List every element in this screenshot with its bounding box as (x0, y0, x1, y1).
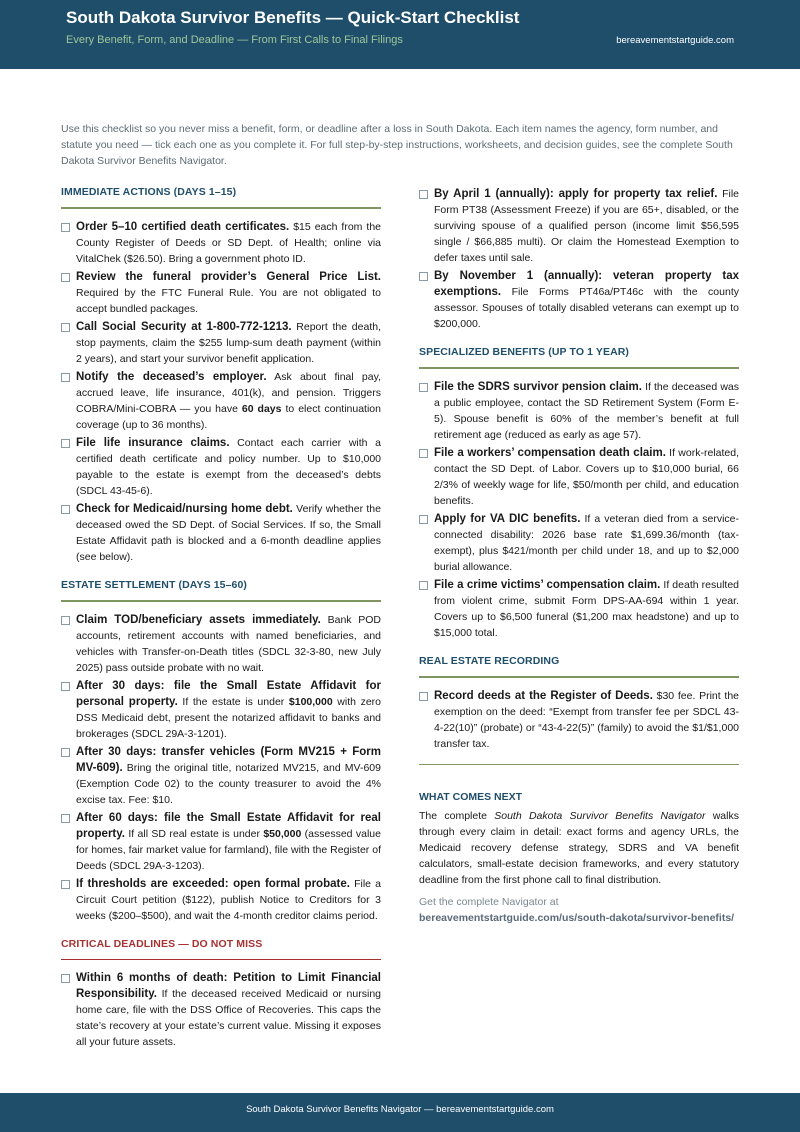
item-body: Report the death, stop payments, claim the $255 lump-sum death payment (within 2 years), and start your survivor benefit application. (76, 321, 381, 365)
section-divider (419, 764, 739, 765)
checklist-item (61, 435, 381, 499)
checkbox[interactable] (61, 505, 70, 514)
item-body: File a Circuit Court petition ($122), publish Notice to Creditors for 3 weeks ($200–$500), and wait the 4-month creditor claims period. (76, 878, 382, 922)
item-lead: File life insurance claims. (76, 437, 230, 449)
checklist-item (61, 678, 381, 742)
item-lead: File the SDRS survivor pension claim. (434, 381, 642, 393)
checklist-item (61, 319, 381, 367)
checkbox[interactable] (419, 449, 428, 458)
section-heading-real-estate: REAL ESTATE RECORDING (419, 655, 560, 667)
section-divider (419, 676, 739, 678)
checklist-item (419, 577, 739, 641)
checkbox[interactable] (419, 581, 428, 590)
item-lead: After 60 days: file the Small Estate Affidavit for real property. (76, 812, 381, 840)
checklist-item (419, 186, 739, 266)
item-body: If a veteran died from a service-connected disability: 2026 base rate $1,699.36/month (tax-exempt), plus $421/month per child under 18, and up to $2,000 burial allowance. (434, 513, 739, 573)
checklist-item (61, 501, 381, 565)
checkbox[interactable] (419, 272, 428, 281)
page-footer (0, 1093, 800, 1132)
wcn-guide-title: South Dakota Survivor Benefits Navigator (494, 810, 706, 822)
checkbox[interactable] (419, 190, 428, 199)
checklist-item (61, 612, 381, 676)
checkbox[interactable] (61, 273, 70, 282)
header-url[interactable]: bereavementstartguide.com (616, 35, 734, 46)
page-header (0, 0, 800, 69)
item-emphasis: 60 days (241, 403, 282, 415)
checklist-item (61, 970, 381, 1050)
item-lead: File a crime victims’ compensation claim. (434, 579, 661, 591)
checkbox[interactable] (61, 974, 70, 983)
item-body: File Forms PT46a/PT46c with the county assessor. Spouses of totally disabled veterans can exempt up to $200,000. (434, 286, 739, 330)
item-lead: Check for Medicaid/nursing home debt. (76, 503, 293, 515)
checkbox[interactable] (61, 439, 70, 448)
navigator-link[interactable]: bereavementstartguide.com/us/south-dakota/survivor-benefits/ (419, 912, 735, 924)
item-body: If death resulted from violent crime, submit Form DPS-AA-694 within 1 year. Covers up to $6,500 funeral ($1,200 max headstone) and up to $15,000 total. (434, 579, 739, 639)
item-body: $30 fee. Print the exemption on the deed: “Exempt from transfer fee per SDCL 43-4-22(10)” (probate) or “43-4-22(5)” (family) to avoid the $1/$1,000 transfer tax. (434, 690, 739, 750)
checklist-item (61, 369, 381, 433)
item-body: (assessed value for homes, fair market value for farmland), file with the Register of Deeds (SDCL 29A-3-1203). (76, 828, 381, 872)
item-body: Bring the original title, notarized MV215, and MV-609 (Exemption Code 02) to the county treasurer to avoid the 4% excise tax. Fee: $10. (76, 762, 381, 806)
page-subtitle: Every Benefit, Form, and Deadline — From First Calls to Final Filings (66, 34, 403, 46)
checklist-item (419, 511, 739, 575)
checkbox[interactable] (61, 223, 70, 232)
section-heading-immediate: IMMEDIATE ACTIONS (DAYS 1–15) (61, 186, 237, 198)
item-body: Contact each carrier with a certified death certificate and policy number. Up to $10,000 payable to the estate is exempt from the deceased’s debts (SDCL 43-45-6). (76, 437, 381, 497)
item-lead: By April 1 (annually): apply for property tax relief. (434, 188, 718, 200)
checkbox[interactable] (61, 682, 70, 691)
checkbox[interactable] (419, 383, 428, 392)
item-body: Bank POD accounts, retirement accounts with named beneficiaries, and vehicles with Transfer-on-Death titles (SDCL 32-3-80, new July 2025) pass outside probate with no wait. (76, 614, 381, 674)
item-body: to elect continuation coverage (up to 36 months). (76, 403, 381, 431)
checkbox[interactable] (419, 692, 428, 701)
footer-text: South Dakota Survivor Benefits Navigator — bereavementstartguide.com (246, 1104, 554, 1115)
item-body: Required by the FTC Funeral Rule. You are not obligated to accept bundled packages. (76, 287, 381, 315)
checkbox[interactable] (61, 373, 70, 382)
item-emphasis: $100,000 (288, 696, 333, 708)
checklist-item (61, 876, 381, 924)
checkbox[interactable] (61, 616, 70, 625)
what-comes-next-text (419, 808, 739, 888)
item-lead: Claim TOD/beneficiary assets immediately. (76, 614, 321, 626)
item-lead: Record deeds at the Register of Deeds. (434, 690, 653, 702)
item-lead: Notify the deceased’s employer. (76, 371, 267, 383)
checkbox[interactable] (61, 814, 70, 823)
item-lead: After 30 days: transfer vehicles (Form MV215 + Form MV-609). (76, 746, 381, 774)
item-body: File Form PT38 (Assessment Freeze) if you are 65+, disabled, or the surviving spouse of a qualified person (income limit $56,595 single / $66,885 multi). Or claim the Homestead Exemption to defer taxes until sale. (434, 188, 739, 264)
item-lead: By November 1 (annually): veteran property tax exemptions. (434, 270, 739, 298)
checkbox[interactable] (61, 323, 70, 332)
checklist-item (419, 379, 739, 443)
item-lead: If thresholds are exceeded: open formal probate. (76, 878, 350, 890)
item-lead: Within 6 months of death: Petition to Limit Financial Responsibility. (76, 972, 381, 1000)
item-lead: Apply for VA DIC benefits. (434, 513, 581, 525)
checkbox[interactable] (61, 880, 70, 889)
item-lead: File a workers’ compensation death claim. (434, 447, 666, 459)
checklist-item (419, 268, 739, 332)
item-body: If the estate is under (177, 696, 289, 708)
checklist-item (61, 269, 381, 317)
checklist-item (61, 219, 381, 267)
section-heading-critical: CRITICAL DEADLINES — DO NOT MISS (61, 938, 263, 950)
item-lead: After 30 days: file the Small Estate Affidavit for personal property. (76, 680, 381, 708)
item-lead: Review the funeral provider’s General Price List. (76, 271, 381, 283)
right-column (419, 186, 739, 926)
get-navigator-label: Get the complete Navigator at (419, 896, 559, 908)
wcn-text-b: walks through every claim in detail: exact forms and agency URLs, the Medicaid recovery defense strategy, SDRS and VA benefit calculators, small-estate decision frameworks, and every statutory deadline from the first phone call to final distribution. (419, 810, 739, 886)
section-divider (61, 600, 381, 602)
section-heading-estate: ESTATE SETTLEMENT (DAYS 15–60) (61, 579, 248, 591)
left-column (61, 186, 381, 1052)
checklist-item (419, 688, 739, 752)
checkbox[interactable] (61, 748, 70, 757)
section-heading-specialized: SPECIALIZED BENEFITS (UP TO 1 YEAR) (419, 346, 630, 358)
section-divider (61, 959, 381, 960)
item-body: Ask about final pay, accrued leave, life insurance, 401(k), and pension. Triggers COBRA/Mini-COBRA — you have (76, 371, 381, 415)
checklist-item (419, 445, 739, 509)
wcn-text-a: The complete (419, 810, 495, 822)
item-lead: Call Social Security at 1-800-772-1213. (76, 321, 292, 333)
section-divider (61, 207, 381, 209)
item-body: If the deceased received Medicaid or nursing home care, file with the DSS Office of Recoveries. This caps the state’s recovery at your estate’s current value. Missing it exposes all your future assets. (76, 988, 381, 1048)
checklist-item (61, 744, 381, 808)
what-comes-next-heading: WHAT COMES NEXT (419, 791, 523, 803)
item-body: If all SD real estate is under (125, 828, 264, 840)
item-emphasis: $50,000 (263, 828, 302, 840)
item-body: If the deceased was a public employee, contact the SD Retirement System (Form E-5). Spouse benefit is 60% of the member’s benefit at full retirement age (reduced as early as age 57). (434, 381, 740, 441)
intro-paragraph: Use this checklist so you never miss a benefit, form, or deadline after a loss in South Dakota. Each item names the agency, form number, and statute you need — tick each one as you complete it. For full step-by-step instructions, worksheets, and decision guides, see the complete South Dakota Survivor Benefits Navigator. (61, 123, 733, 167)
page-title: South Dakota Survivor Benefits — Quick-Start Checklist (66, 8, 520, 27)
checkbox[interactable] (419, 515, 428, 524)
checklist-item (61, 810, 381, 874)
item-lead: Order 5–10 certified death certificates. (76, 221, 290, 233)
item-body: with zero DSS Medicaid debt, present the notarized affidavit to banks and brokerages (SDCL 29A-3-1201). (76, 696, 382, 740)
item-body: If work-related, contact the SD Dept. of Labor. Covers up to $10,000 burial, 66 2/3% of weekly wage for life, $50/month per child, and education benefits. (434, 447, 739, 507)
item-body: Verify whether the deceased owed the SD Dept. of Social Services. If so, the Small Estate Affidavit path is blocked and a 6-month deadline applies (see below). (76, 503, 381, 563)
item-body: $15 each from the County Register of Deeds or SD Dept. of Health; online via VitalChek ($26.50). Bring a government photo ID. (76, 221, 381, 265)
section-divider (419, 367, 739, 369)
